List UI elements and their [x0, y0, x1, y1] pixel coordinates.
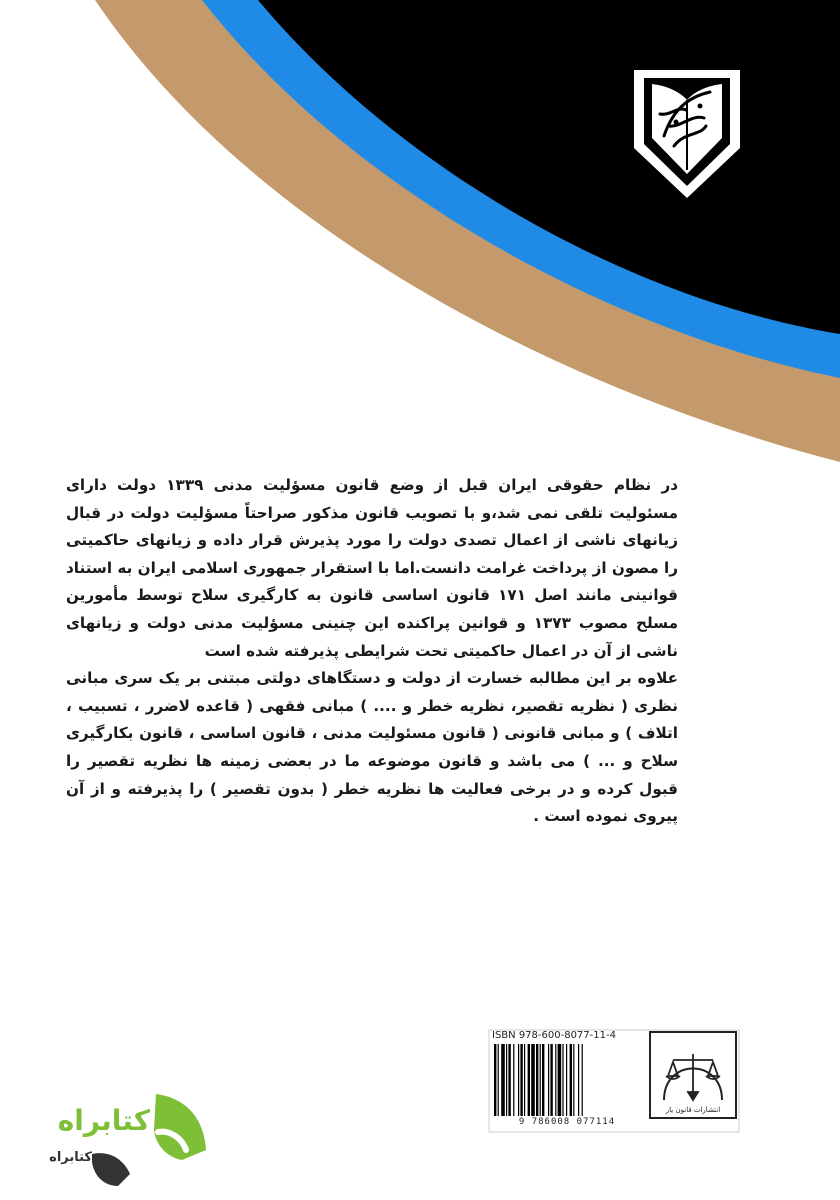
barcode-bar: [570, 1044, 572, 1116]
barcode-bar: [506, 1044, 507, 1116]
blurb-paragraph-1: در نظام حقوقی ایران قبل از وضع قانون مسؤلیت مدنی ۱۳۳۹ دولت دارای مسئولیت تلقی نمی شد،و با تصویب قانون مذکور صراحتاً مسؤلیت دولت در قبال زیانهای ناشی از اعمال تصدی دولت را مورد پذیرش قرار داده و زیانهای حاکمیتی را مصون از پرداخت غرامت دانست.اما با استقرار جمهوری اسلامی ایران به استناد قوانینی مانند اصل ۱۷۱ قانون اساسی قانون به کارگیری سلاح توسط مأمورین مسلح مصوب ۱۳۷۳ و قوانین پراکنده این چنینی مسؤلیت مدنی دولت و زیانهای ناشی از آن در اعمال حاکمیتی تحت شرایطی پذیرفته شده است: [66, 476, 678, 660]
publisher-logo-caption: انتشارات قانون یار: [665, 1106, 721, 1114]
barcode-bar: [524, 1044, 525, 1116]
barcode-bar: [528, 1044, 530, 1116]
barcode-bar: [555, 1044, 556, 1116]
barcode-bar: [531, 1044, 535, 1116]
barcode-bar: [550, 1044, 552, 1116]
barcode-bar: [548, 1044, 549, 1116]
barcode-bar: [520, 1044, 522, 1116]
barcode-bar: [494, 1044, 496, 1116]
barcode-bar: [513, 1044, 514, 1116]
barcode-bar: [562, 1044, 563, 1116]
barcode-bar: [582, 1044, 583, 1116]
barcode-digits: 9 786008 077114: [518, 1117, 616, 1127]
barcode-bar: [498, 1044, 499, 1116]
publisher-logo: [648, 1030, 738, 1120]
barcode-bar: [558, 1044, 562, 1116]
barcode-bar: [542, 1044, 544, 1116]
barcode-bar: [508, 1044, 510, 1116]
site-name-small: کتابراه: [49, 1150, 92, 1165]
barcode-bar: [518, 1044, 519, 1116]
publisher-emblem-icon: [630, 66, 744, 202]
site-name: کتابراه: [57, 1104, 150, 1137]
barcode-bar: [566, 1044, 567, 1116]
barcode-bar: [540, 1044, 541, 1116]
isbn-label: ISBN 978-600-8077-11-4: [492, 1030, 616, 1041]
blurb-paragraph-2: علاوه بر این مطالبه خسارت از دولت و دستگاهای دولتی مبتنی بر یک سری مبانی نظری ( نظریه تقصیر، نظریه خطر و .... ) مبانی فقهی ( قاعده لاضرر ، تسبیب ، اتلاف ) و مبانی قانونی ( قانون مسئولیت مدنی ، قانون اساسی ، قانون بکارگیری سلاح و ... ) می باشد و قانون موضوعه ما در بعضی زمینه ها نظریه تقصیر را قبول کرده و در برخی فعالیت ها نظریه خطر ( بدون تقصیر ) را پذیرفته و از آن پیروی نموده است .: [66, 669, 678, 826]
barcode-graphic: [492, 1044, 642, 1116]
barcode-bar: [578, 1044, 579, 1116]
barcode-bar: [501, 1044, 505, 1116]
barcode-bar: [573, 1044, 574, 1116]
blurb-text: [66, 472, 678, 831]
barcode-bar: [536, 1044, 538, 1116]
